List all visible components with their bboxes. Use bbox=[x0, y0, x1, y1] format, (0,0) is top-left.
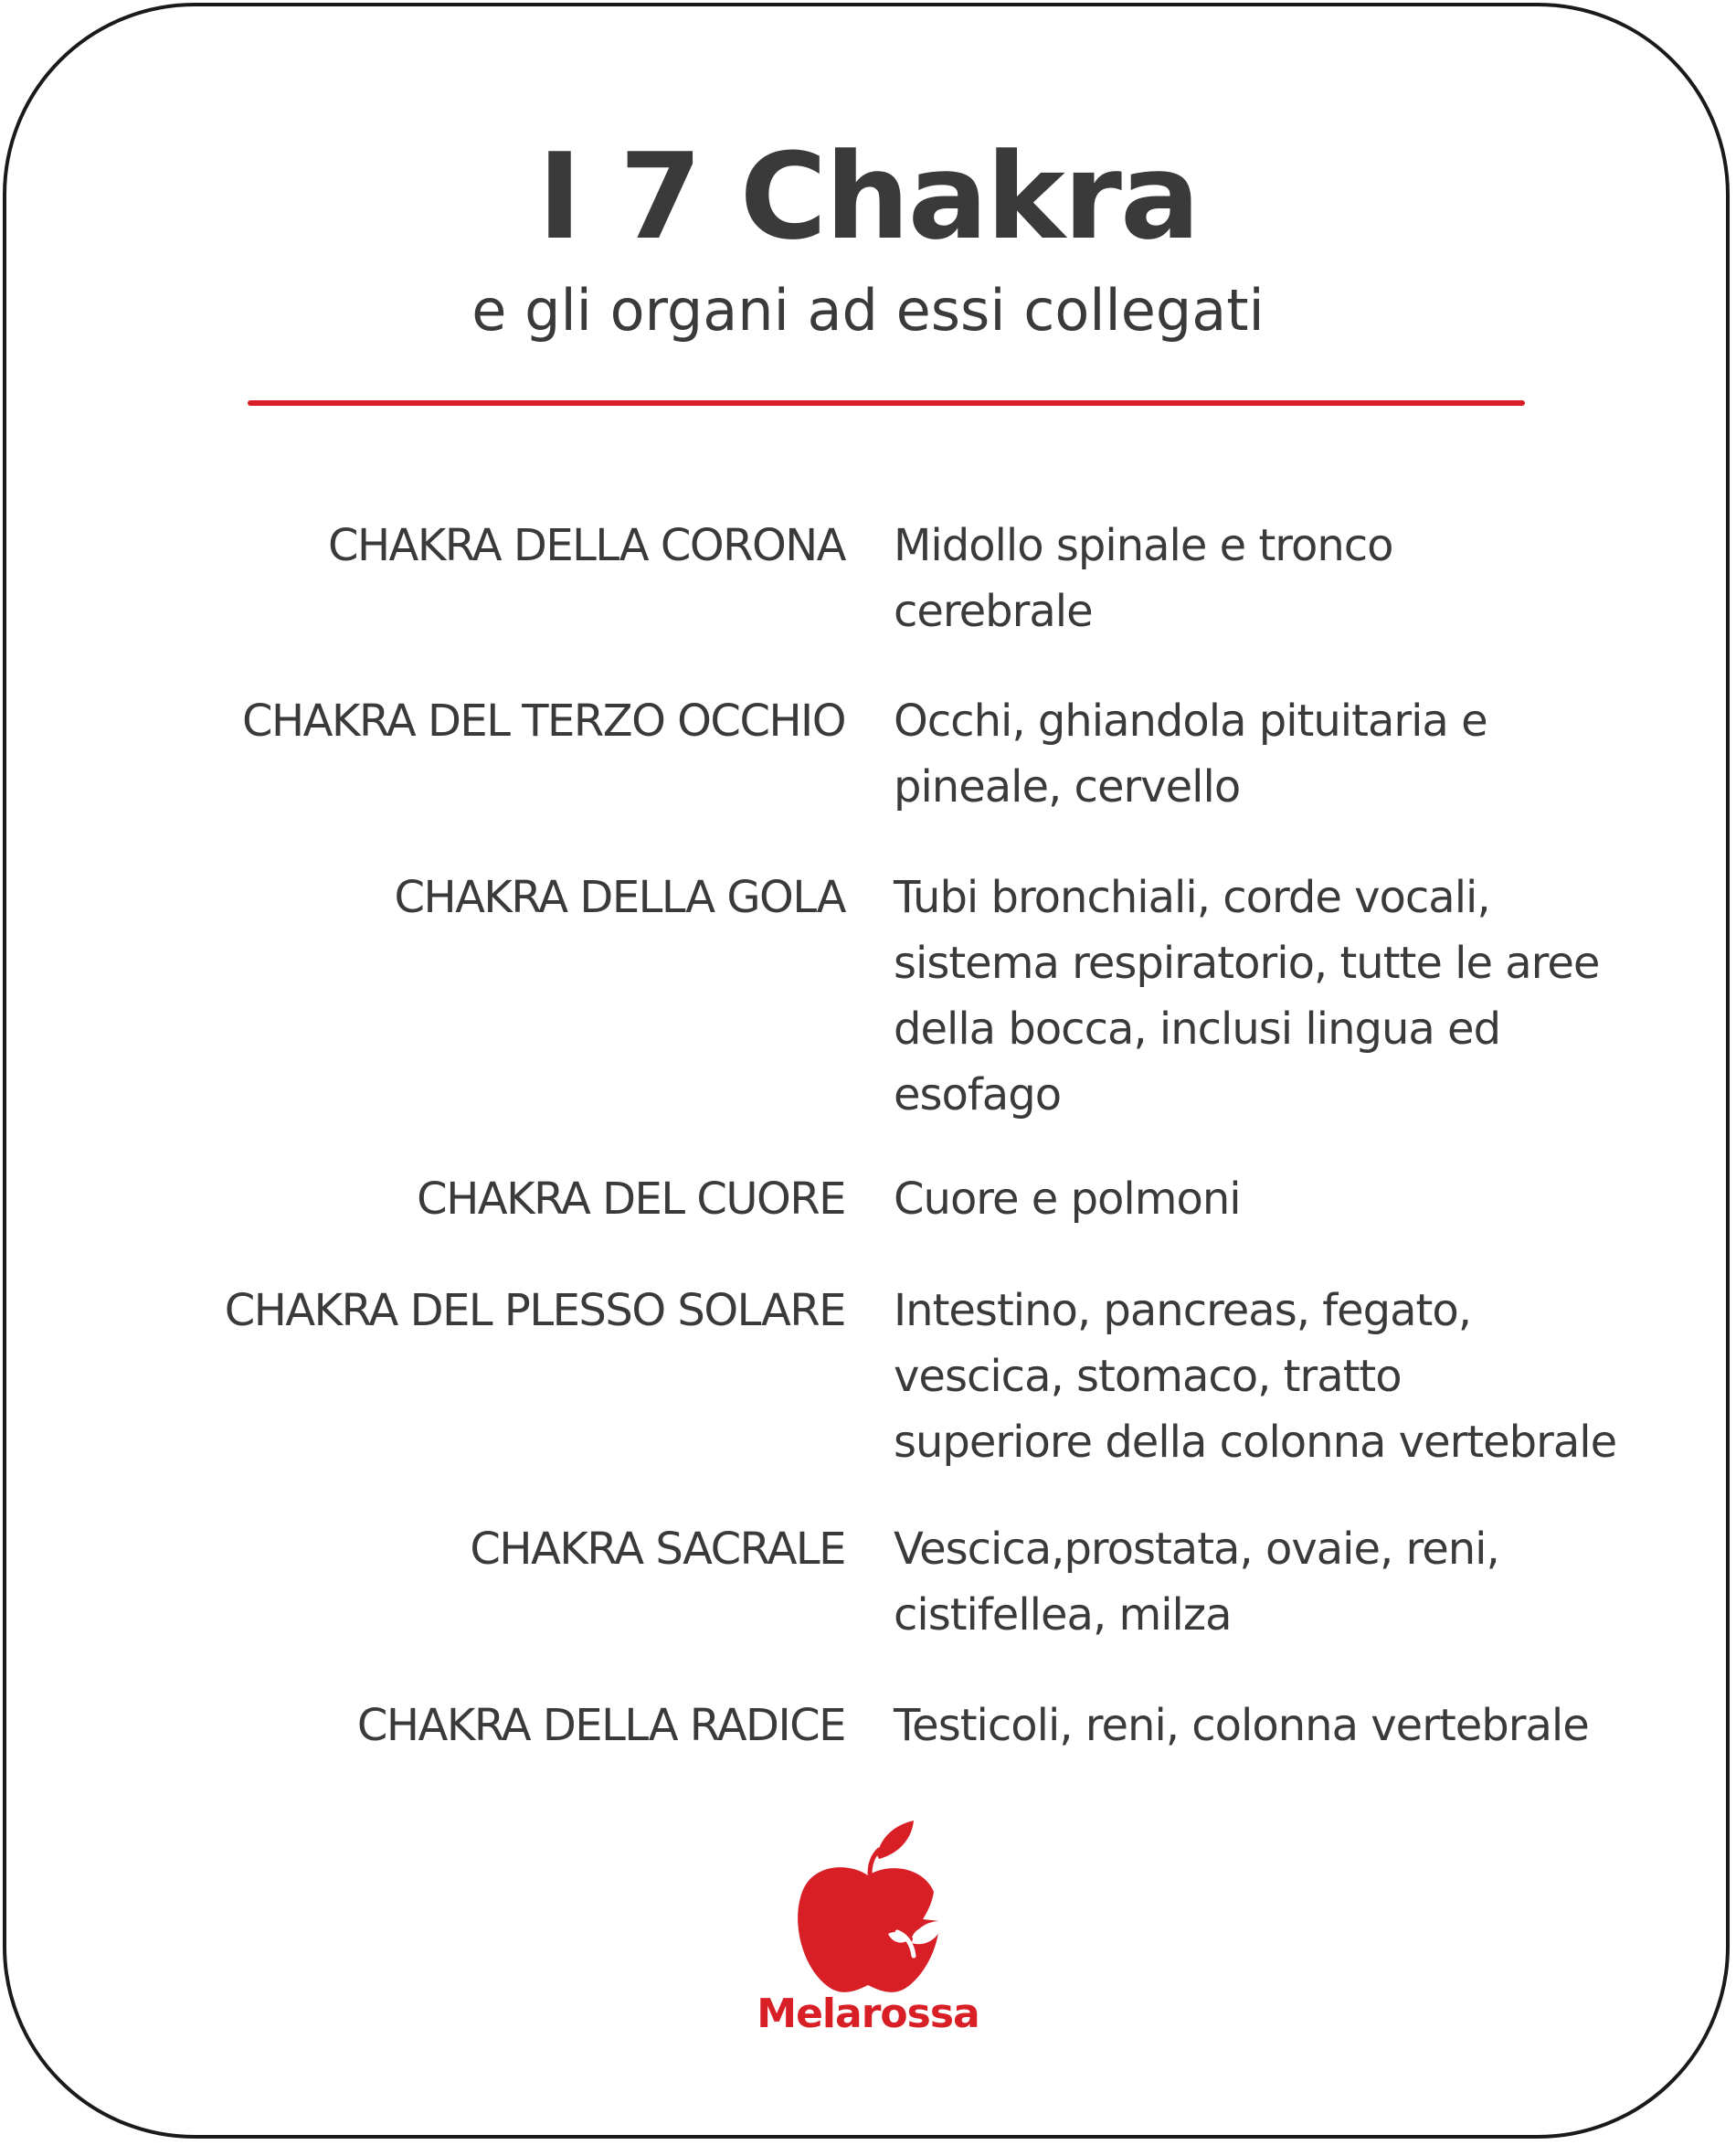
page-subtitle: e gli organi ad essi collegati bbox=[471, 277, 1265, 344]
chakra-organs: Tubi bronchiali, corde vocali, sistema respiratorio, tutte le aree della bocca, inclusi lingua ed esofago bbox=[894, 872, 1600, 1120]
chakra-name: CHAKRA DELLA RADICE bbox=[356, 1700, 845, 1751]
brand-name: Melarossa bbox=[757, 1991, 979, 2037]
chakra-organs: Intestino, pancreas, fegato, vescica, stomaco, tratto superiore della colonna vertebrale bbox=[894, 1285, 1617, 1468]
chakra-organs: Vescica,prostata, ovaie, reni, cistifellea, milza bbox=[894, 1524, 1499, 1641]
chakra-organs: Midollo spinale e tronco cerebrale bbox=[894, 520, 1393, 637]
chakra-organs: Occhi, ghiandola pituitaria e pineale, cervello bbox=[894, 696, 1487, 812]
page-title: I 7 Chakra bbox=[537, 127, 1199, 266]
chakra-name: CHAKRA DEL TERZO OCCHIO bbox=[242, 696, 845, 747]
chakra-name: CHAKRA DELLA GOLA bbox=[394, 872, 845, 923]
red-divider bbox=[248, 400, 1525, 406]
chakra-name: CHAKRA SACRALE bbox=[470, 1524, 845, 1575]
chakra-name: CHAKRA DELLA CORONA bbox=[327, 520, 845, 571]
chakra-organs: Testicoli, reni, colonna vertebrale bbox=[894, 1700, 1589, 1751]
chakra-organs: Cuore e polmoni bbox=[894, 1173, 1241, 1225]
chakra-name: CHAKRA DEL CUORE bbox=[417, 1173, 845, 1225]
chakra-name: CHAKRA DEL PLESSO SOLARE bbox=[224, 1285, 845, 1336]
red-apple-icon bbox=[786, 1819, 950, 2002]
